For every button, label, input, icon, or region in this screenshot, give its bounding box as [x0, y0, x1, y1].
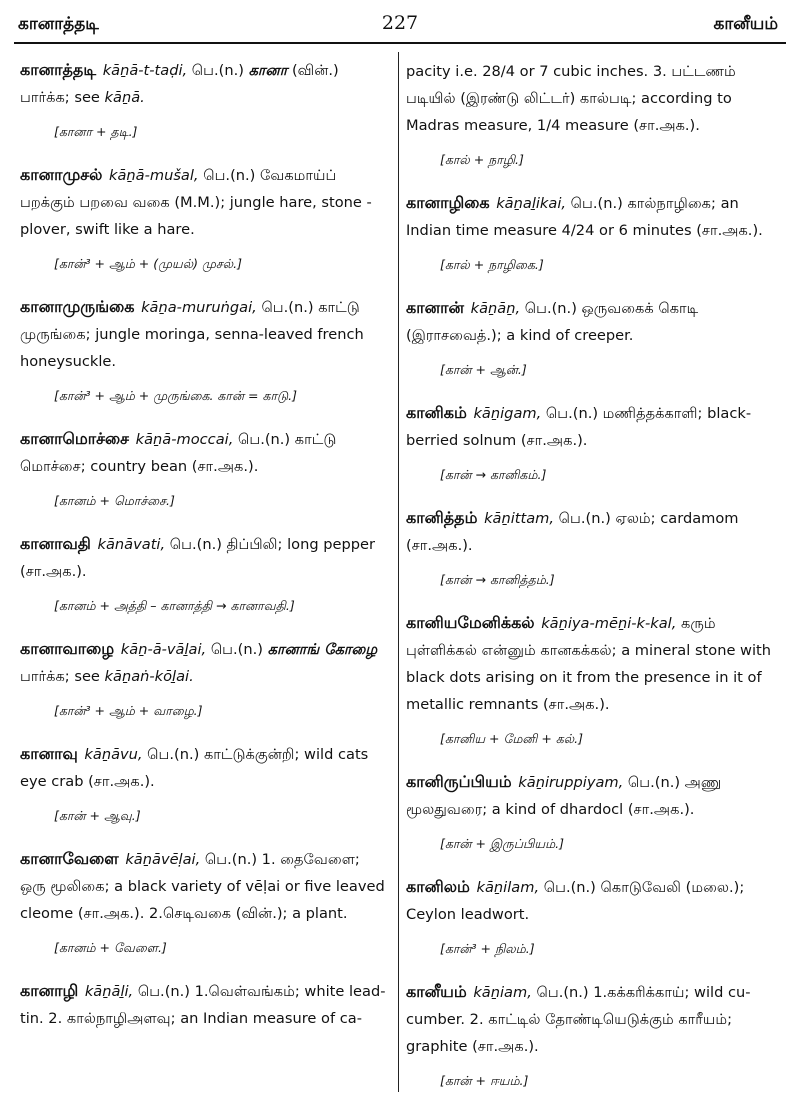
headword: கானியமேனிக்கல்: [406, 613, 535, 632]
dictionary-entry: [20, 977, 386, 1032]
transliteration: kānāvati,: [97, 536, 166, 553]
etymology: [கான் + இருப்பியம்.]: [440, 836, 565, 851]
headword: கானாவதி: [20, 534, 91, 553]
gloss: பெ.(n.) மணித்தக்காளி; black-berried solnum (சா.அக.).: [406, 405, 752, 449]
etymology: [கால் + நாழி.]: [440, 152, 524, 167]
headword: கானாவு: [20, 744, 78, 763]
gloss: பெ.(n.) ஏலம்; cardamom (சா.அக.).: [406, 510, 739, 554]
dictionary-entry: [406, 768, 778, 853]
headword: கானாமுசல்: [20, 165, 103, 184]
gloss-continued: (வின்.) பார்க்க; see: [20, 62, 339, 106]
headword: கானிகம்: [406, 403, 467, 422]
etymology: [கானா + தடி.]: [54, 124, 138, 139]
transliteration: kāṉāṉ,: [470, 300, 521, 317]
dictionary-entry: [406, 609, 778, 748]
dictionary-entry: [20, 530, 386, 615]
gloss: பெ.(n.): [187, 62, 249, 79]
etymology: [கான்³ + ஆம் + முருங்கை. கான் = காடு.]: [54, 388, 298, 403]
gloss: பெ.(n.) திப்பிலி; long pepper (சா.அக.).: [20, 536, 375, 580]
transliteration: kāṉā-t-taḍi,: [102, 62, 188, 79]
transliteration: kāṉā-moccai,: [135, 431, 234, 448]
gloss-continued: பார்க்க; see: [20, 668, 105, 685]
gloss: பெ.(n.) காட்டு முருங்கை; jungle moringa, senna-leaved french honeysuckle.: [20, 299, 364, 370]
etymology: [கான்³ + ஆம் + (முயல்) முசல்.]: [54, 256, 242, 271]
dictionary-entry: [20, 635, 386, 720]
gloss: பெ.(n.) கொடுவேலி (மலை.); Ceylon leadwort.: [406, 879, 745, 923]
transliteration: kāṉaḻikai,: [496, 195, 567, 212]
dictionary-entry: [20, 161, 386, 273]
etymology: [கான் + ஈயம்.]: [440, 1073, 529, 1088]
headword: கானிருப்பியம்: [406, 772, 512, 791]
etymology: [கானம் + அத்தி – கானாத்தி → கானாவதி.]: [54, 598, 295, 613]
headword: கானாவாழை: [20, 639, 115, 658]
gloss: பெ.(n.) 1.வெள்வங்கம்; white lead-tin. 2. கால்நாழிஅளவு; an Indian measure of ca-: [20, 983, 386, 1027]
dictionary-entry: [406, 504, 778, 589]
transliteration: kāṉāvēḷai,: [125, 851, 201, 868]
right-column: [406, 56, 778, 1110]
headword: கானீயம்: [406, 982, 467, 1001]
continued-gloss: pacity i.e. 28/4 or 7 cubic inches. 3. பட்டணம் படியில் (இரண்டு லிட்டர்) கால்படி; according to Madras measure, 1/4 measure (சா.அக.).: [406, 63, 736, 134]
dictionary-entry: [20, 845, 386, 957]
etymology: [கான் → கானித்தம்.]: [440, 572, 555, 587]
transliteration: kāṉa-muruṅgai,: [141, 299, 257, 316]
gloss: பெ.(n.) 1. தைவேளை; ஒரு மூலிகை; a black variety of vēḷai or five leaved cleome (சா.அக.). 2.செடிவகை (வின்.); a plant.: [20, 851, 385, 922]
headword: கானாவேளை: [20, 849, 119, 868]
page-number: 227: [381, 12, 419, 34]
headword: கானாத்தடி: [20, 60, 97, 79]
cross-reference: கானாங் கோழை: [267, 641, 378, 658]
headword: கானாழிகை: [406, 193, 490, 212]
dictionary-entry: [20, 740, 386, 825]
header-right-word: கானீயம்: [713, 14, 778, 34]
dictionary-entry: [20, 56, 386, 141]
dictionary-entry: [406, 294, 778, 379]
transliteration: kāṉittam,: [484, 510, 555, 527]
cross-reference: கானா: [248, 62, 288, 79]
gloss: பெ.(n.) கால்நாழிகை; an Indian time measure 4/24 or 6 minutes (சா.அக.).: [406, 195, 763, 239]
transliteration: kāṉilam,: [476, 879, 540, 896]
dictionary-entry: [20, 293, 386, 405]
headword: கானாமொச்சை: [20, 429, 130, 448]
cross-reference-translit: kāṉā.: [104, 89, 145, 106]
etymology: [கான்³ + நிலம்.]: [440, 941, 535, 956]
column-divider: [398, 52, 399, 1092]
transliteration: kāṉigam,: [473, 405, 542, 422]
dictionary-entry: [406, 189, 778, 274]
etymology: [கால் + நாழிகை.]: [440, 257, 544, 272]
gloss: பெ.(n.): [206, 641, 268, 658]
transliteration: kāṉā-mušal,: [109, 167, 199, 184]
transliteration: kāṉāvu,: [84, 746, 143, 763]
etymology: [கான் + ஆவு.]: [54, 808, 141, 823]
headword: கானாமுருங்கை: [20, 297, 135, 316]
gloss: பெ.(n.) 1.கக்கரிக்காய்; wild cu-cumber. 2. காட்டில் தோண்டியெடுக்கும் காரீயம்; graphite (சா.அக.).: [406, 984, 751, 1055]
gloss: பெ.(n.) அணு மூலதுவரை; a kind of dhardocl (சா.அக.).: [406, 774, 722, 818]
transliteration: kāṉ-ā-vāḻai,: [120, 641, 207, 658]
cross-reference-translit: kāṉaṅ-kōḻai.: [104, 668, 194, 685]
etymology: [கான் → கானிகம்.]: [440, 467, 547, 482]
gloss: பெ.(n.) ஒருவகைக் கொடி (இராசவைத்.); a kind of creeper.: [406, 300, 699, 344]
etymology: [கான் + ஆன்.]: [440, 362, 527, 377]
transliteration: kāṉiruppiyam,: [518, 774, 624, 791]
etymology: [கானம் + வேளை.]: [54, 940, 167, 955]
gloss: பெ.(n.) காட்டுக்குன்றி; wild cats eye crab (சா.அக.).: [20, 746, 369, 790]
gloss: கரும் புள்ளிக்கல் என்னும் கானகக்கல்; a mineral stone with black dots arising on it from the presence in it of metallic remnants (சா.அக.).: [406, 615, 772, 713]
transliteration: kāṉiya-mēṉi-k-kal,: [541, 615, 677, 632]
gloss: பெ.(n.) வேகமாய்ப் பறக்கும் பறவை வகை (M.M.); jungle hare, stone - plover, swift like a hare.: [20, 167, 372, 238]
dictionary-entry: [406, 399, 778, 484]
dictionary-entry-continuation: [406, 58, 778, 169]
dictionary-entry: [20, 425, 386, 510]
etymology: [கான்³ + ஆம் + வாழை.]: [54, 703, 203, 718]
headword: கானாழி: [20, 981, 79, 1000]
headword: கானான்: [406, 298, 464, 317]
headword: கானிலம்: [406, 877, 470, 896]
gloss: பெ.(n.) காட்டு மொச்சை; country bean (சா.அக.).: [20, 431, 337, 475]
transliteration: kāṉiam,: [473, 984, 532, 1001]
etymology: [கானிய + மேனி + கல்.]: [440, 731, 584, 746]
dictionary-entry: [406, 873, 778, 958]
page-header: [0, 0, 800, 44]
headword: கானித்தம்: [406, 508, 478, 527]
left-column: [20, 56, 386, 1038]
header-rule: [14, 42, 786, 44]
dictionary-entry: [406, 978, 778, 1090]
transliteration: kāṉāḻi,: [84, 983, 134, 1000]
header-left-word: கானாத்தடி: [18, 14, 99, 34]
etymology: [கானம் + மொச்சை.]: [54, 493, 175, 508]
